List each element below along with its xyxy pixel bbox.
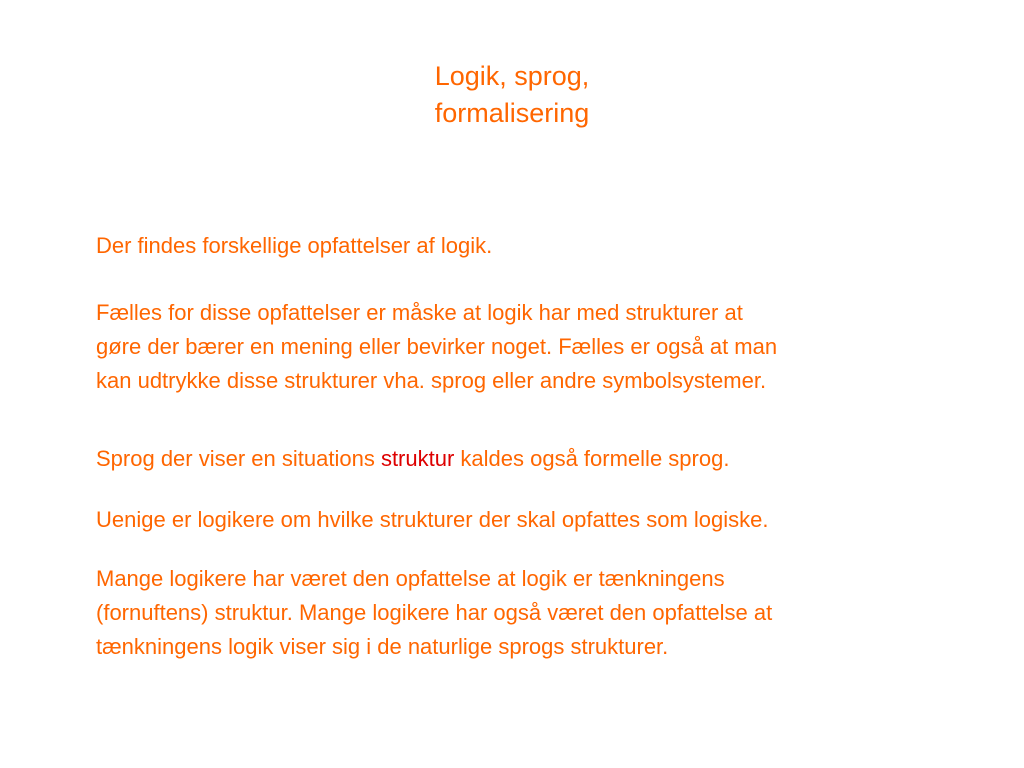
paragraph-5-line-2: (fornuftens) struktur. Mange logikere har også været den opfattelse at [96, 600, 773, 625]
paragraph-5-line-3: tænkningens logik viser sig i de naturlige sprogs strukturer. [96, 634, 669, 659]
paragraph-3-after: kaldes også formelle sprog. [454, 446, 730, 471]
slide-title-line-1: Logik, sprog, [434, 61, 590, 91]
slide-title-line-2: formalisering [434, 98, 590, 128]
paragraph-disagreement [96, 503, 996, 537]
paragraph-logic-views [96, 229, 996, 263]
paragraph-2-line-3: kan udtrykke disse strukturer vha. sprog eller andre symbolsystemer. [96, 368, 767, 393]
paragraph-1-text: Der findes forskellige opfattelser af logik. [96, 233, 493, 258]
paragraph-5-line-1: Mange logikere har været den opfattelse at logik er tænkningens [96, 566, 725, 591]
paragraph-thinking-structure [96, 562, 996, 664]
paragraph-2-line-1: Fælles for disse opfattelser er måske at logik har med strukturer at [96, 300, 743, 325]
paragraph-4-text: Uenige er logikere om hvilke strukturer der skal opfattes som logiske. [96, 507, 769, 532]
highlighted-word-struktur: struktur [380, 446, 455, 471]
slide-title [0, 58, 1024, 132]
paragraph-common-structures [96, 296, 996, 398]
paragraph-2-line-2: gøre der bærer en mening eller bevirker noget. Fælles er også at man [96, 334, 778, 359]
paragraph-formal-languages [96, 442, 996, 476]
paragraph-3-before: Sprog der viser en situations [96, 446, 381, 471]
